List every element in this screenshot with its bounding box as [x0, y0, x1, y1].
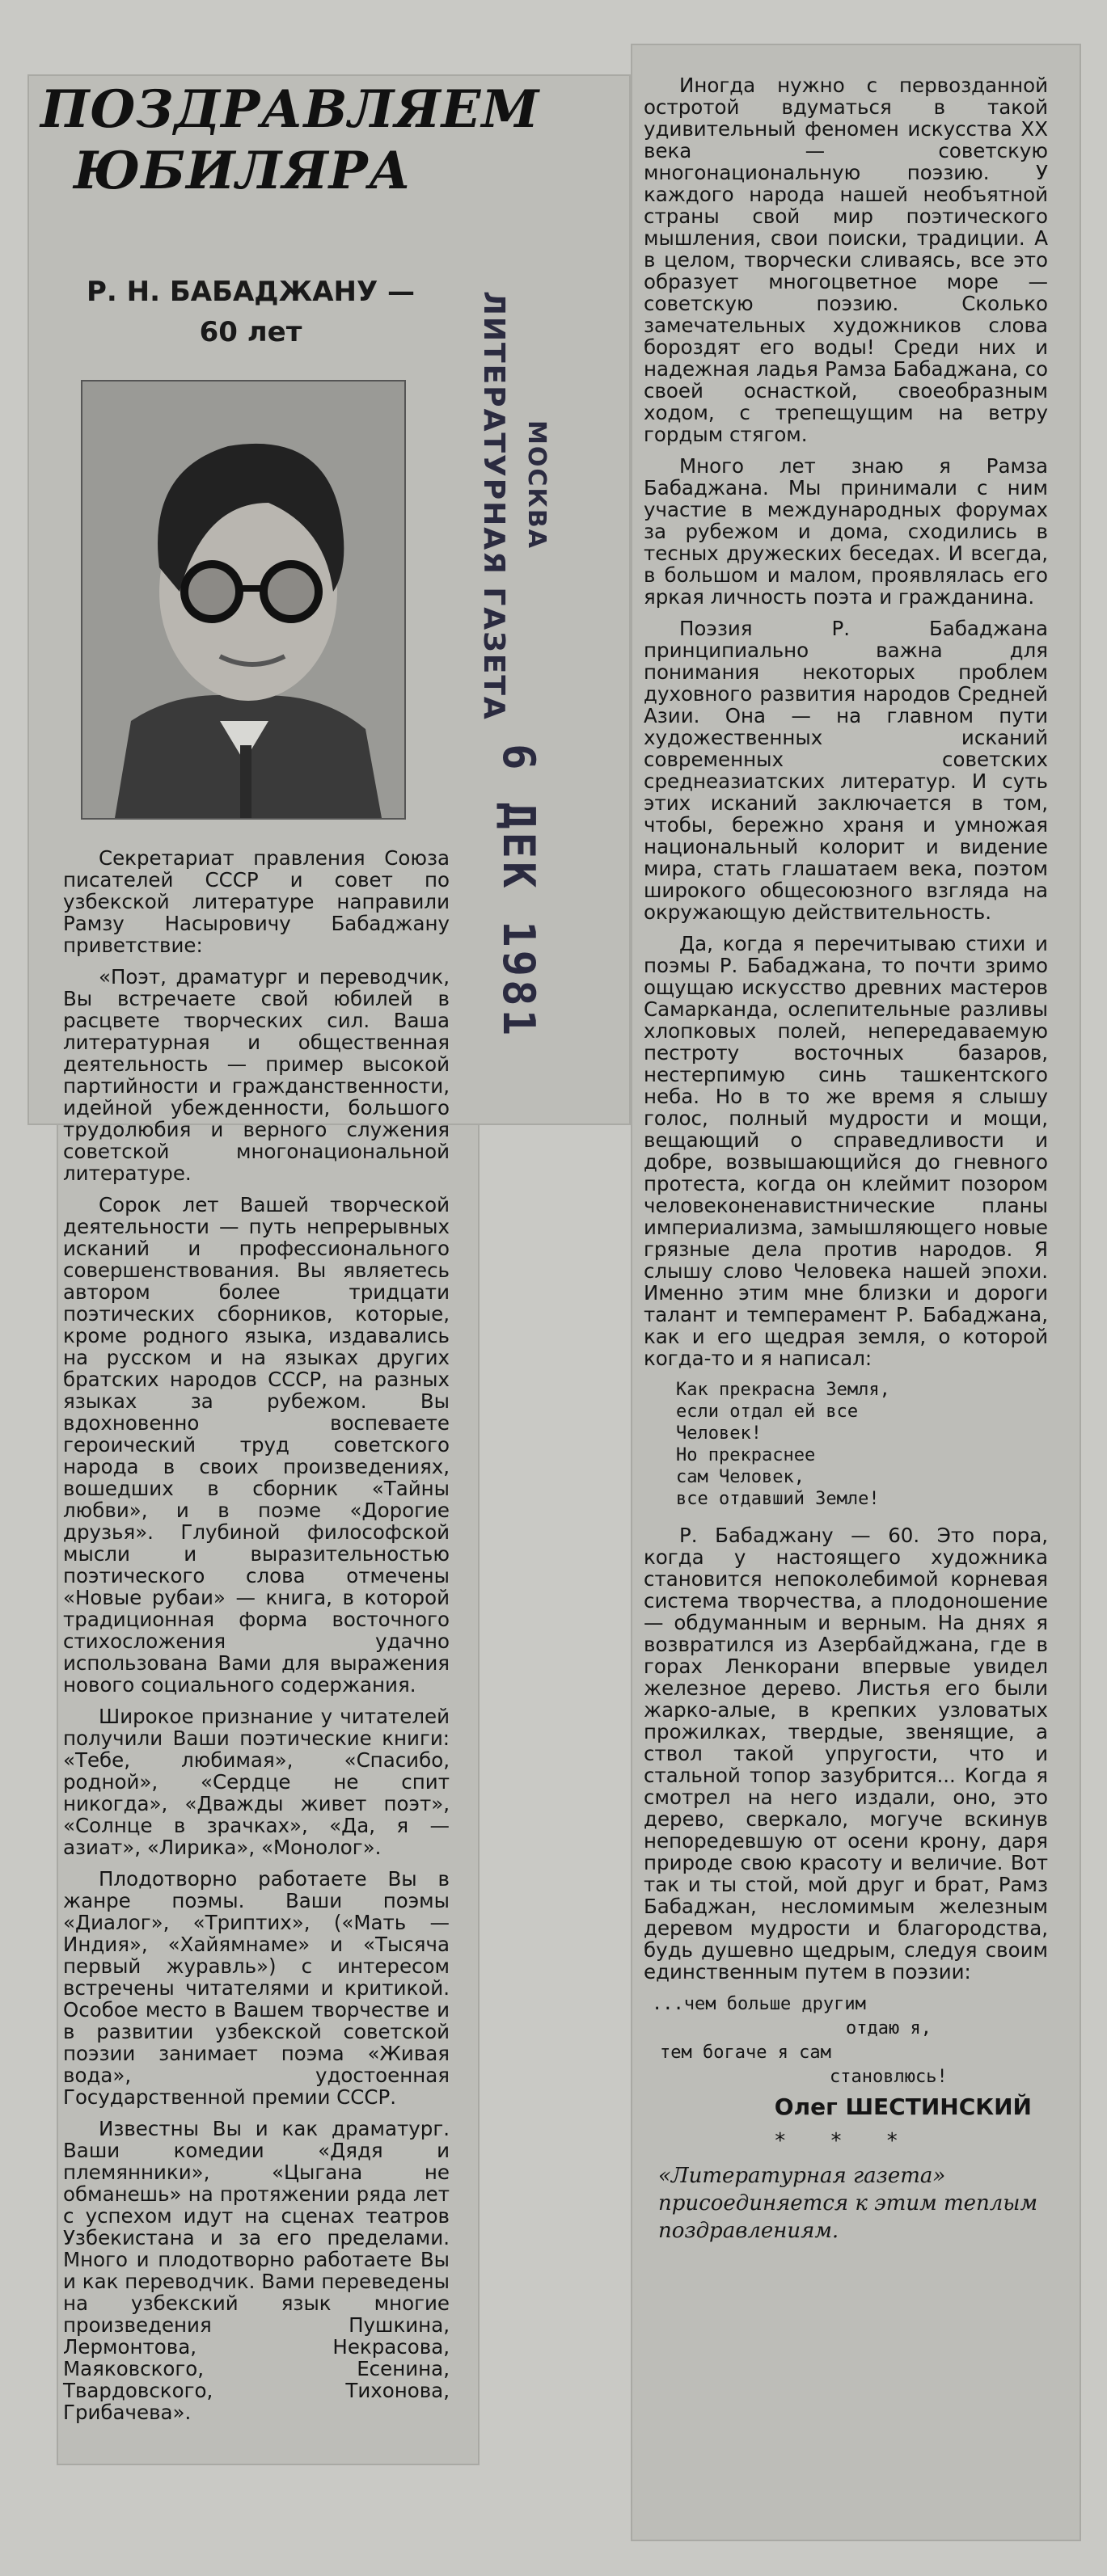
paragraph: Поэзия Р. Бабаджана принципиально важна для понимания некоторых проблем духовного развития народов Средней Азии. Она — на главном пути художественных исканий современных советских среднеазиатских литератур. И суть этих исканий заключается в том, чтобы, бережно храня и умножая национальный колорит и видение мира, стать глашатаем века, поэтом широкого общесоюзного взгляда на окружающую действительность. — [644, 617, 1048, 924]
closing-quote — [644, 1992, 1048, 2089]
portrait-photo — [81, 380, 406, 820]
subheading-line-1: Р. Н. БАБАДЖАНУ — — [86, 276, 416, 308]
article-subheading — [65, 272, 437, 352]
editorial-footnote: «Литературная газета» присоединяется к этим теплым поздравлениям. — [658, 2164, 1038, 2243]
poem-line: Человек! — [676, 1423, 762, 1444]
paragraph: Сорок лет Вашей творческой деятельности — путь непрерывных исканий и профессионального совершенствования. Вы являетесь автором более тридцати поэтических сборников, которые, кроме родного языка, издавались на русском и на языках других братских народов СССР, на разных языках за рубежом. Вы вдохновенно воспеваете героический труд советского народа в своих произведениях, вошедших в сборник «Тайны любви», и в поэме «Дорогие друзья». Глубиной философской мысли и выразительностью поэтического слова отмечены «Новые рубаи» — книга, в которой традиционная форма восточного стихосложения удачно использована Вами для выражения нового социального содержания. — [63, 1193, 450, 1697]
paragraph: Р. Бабаджану — 60. Это пора, когда у настоящего художника становится непоколебимой корневая система творчества, а плодоношение — обдуманным и верным. На днях я возвратился из Азербайджана, где в горах Ленкорани впервые увидел железное дерево. Листья его были жарко-алые, в крепких узловатых прожилках, твердые, звенящие, а ствол такой упругости, что и стальной топор зазубрится... Когда я смотрел на него издали, оно, это дерево, сверкало, могуче вскинув непоредевшую от осени крону, даря природе свою красоту и величие. Вот так и ты стой, мой друг и брат, Рамз Бабаджан, несломимым железным деревом мудрости и благородства, будь душевно щедрым, следуя своим единственным путем в поэзии: — [644, 1524, 1048, 1984]
stamp-city: МОСКВА — [522, 420, 551, 550]
poem-line: все отдавший Земле! — [676, 1489, 880, 1509]
author-signature: Олег ШЕСТИНСКИЙ — [774, 2093, 1032, 2120]
closing-line: ...чем больше другим — [652, 1994, 866, 2014]
paragraph: Много лет знаю я Рамза Бабаджана. Мы принимали с ним участие в международных форумах за рубежом и дома, сходились в тесных дружеских беседах. И всегда, в большом и малом, проявлялась его яркая личность поэта и гражданина. — [644, 454, 1048, 609]
paragraph: Плодотворно работаете Вы в жанре поэмы. Ваши поэмы «Диалог», «Триптих», («Мать — Индия», «Хайямнаме» и «Тысяча первый журавль») с интересом встречены читателями и критикой. Особое место в Вашем творчестве и в развитии узбекской советской поэзии занимает поэма «Живая вода», удостоенная Государственной премии СССР. — [63, 1867, 450, 2109]
poem-line: если отдал ей все — [676, 1402, 859, 1422]
paragraph: Известны Вы и как драматург. Ваши комедии «Дядя и племянники», «Цыгана не обманешь» на протяжении ряда лет с успехом идут на сценах театров Узбекистана и за его пределами. Много и плодотворно работаете Вы и как переводчик. Вами переведены на узбекский язык многие произведения Пушкина, Лермонтова, Некрасова, Маяковского, Есенина, Твардовского, Тихонова, Грибачева». — [63, 2117, 450, 2424]
poem-line: сам Человек, — [676, 1467, 805, 1487]
article-heading — [40, 79, 540, 202]
poem-line: Как прекрасна Земля, — [676, 1380, 890, 1400]
stamp-date: 6 ДЕК 1981 — [493, 744, 544, 1039]
stamp-newspaper-name: ЛИТЕРАТУРНАЯ ГАЗЕТА — [477, 291, 510, 721]
right-column-text — [644, 74, 1048, 2245]
heading-line-1: ПОЗДРАВЛЯЕМ — [40, 79, 540, 140]
separator-stars: * * * — [775, 2129, 917, 2153]
left-column-text — [63, 847, 450, 2433]
paragraph: Да, когда я перечитываю стихи и поэмы Р. Бабаджана, то почти зримо ощущаю искусство древних мастеров Самарканда, ослепительные разливы хлопковых полей, непередаваемую пестроту восточных базаров, нестерпимую синь ташкентского неба. Но в то же время я слышу голос, полный мудрости и мощи, вещающий о справедливости и добре, возвышающийся до гневного протеста, когда он клеймит позором человеконенавистнические планы империализма, замышляющего новые грязные дела против народов. Я слышу слово Человека нашей эпохи. Именно этим мне близки и дороги талант и темперамент Р. Бабаджана, как и его щедрая земля, о которой когда-то и я написал: — [644, 932, 1048, 1370]
paragraph: Иногда нужно с первозданной остротой вдуматься в такой удивительный феномен искусства XX века — советскую многонациональную поэзию. У каждого народа нашей необъятной страны свой мир поэтического мышления, свои поиски, традиции. А в целом, творчески сливаясь, все это образует многоцветное море — советскую поэзию. Сколько замечательных художников слова бороздят его воды! Среди них и надежная ладья Рамза Бабаджана, со своей оснасткой, своеобразным ходом, с трепещущим на ветру гордым стягом. — [644, 74, 1048, 446]
paragraph: «Поэт, драматург и переводчик, Вы встречаете свой юбилей в расцвете творческих сил. Ваша литературная и общественная деятельность — пример высокой партийности и гражданственности, идейной убежденности, большого трудолюбия и верного служения советской многонациональной литературе. — [63, 965, 450, 1185]
heading-line-2: ЮБИЛЯРА — [74, 141, 412, 201]
closing-line: становлюсь! — [830, 2067, 948, 2087]
poem-quote — [676, 1379, 1048, 1510]
paragraph: Секретариат правления Союза писателей СССР и совет по узбекской литературе направили Рамзу Насыровичу Бабаджану приветствие: — [63, 846, 450, 957]
poem-line: Но прекраснее — [676, 1445, 816, 1465]
subheading-line-2: 60 лет — [199, 316, 302, 348]
closing-line: отдаю я, — [846, 2018, 932, 2038]
newspaper-stamp — [477, 291, 574, 1099]
closing-line: тем богаче я сам — [660, 2043, 831, 2063]
paragraph: Широкое признание у читателей получили Ваши поэтические книги: «Тебе, любимая», «Спасибо, родной», «Сердце не спит никогда», «Дважды живет поэт», «Солнце в зрачках», «Да, я — азиат», «Лирика», «Монолог». — [63, 1705, 450, 1859]
